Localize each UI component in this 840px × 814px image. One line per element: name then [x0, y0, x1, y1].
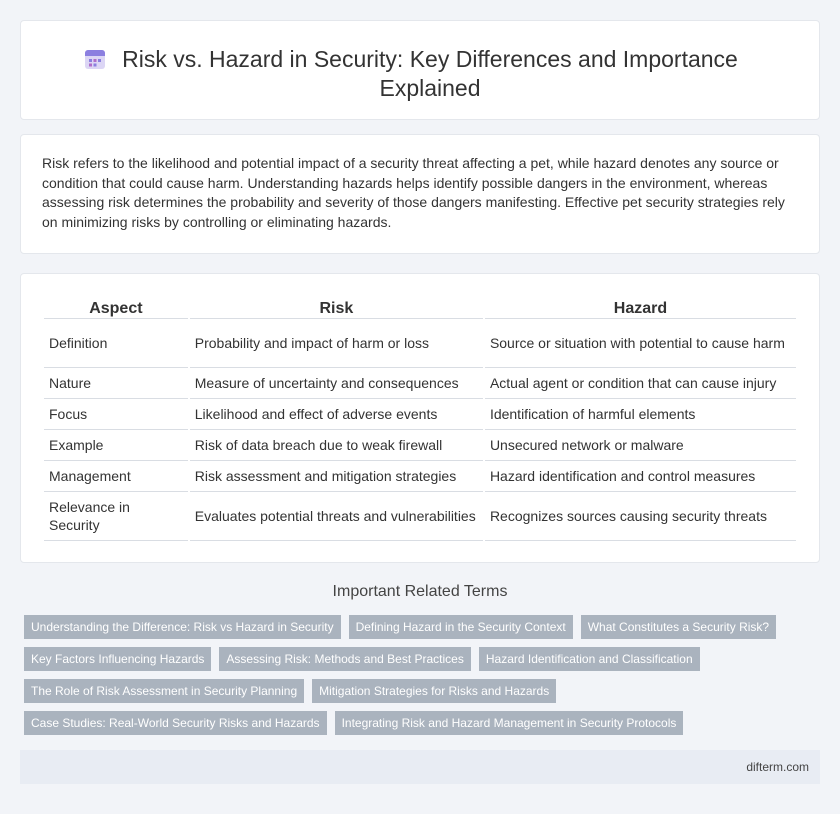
- cell-aspect: Focus: [44, 399, 188, 430]
- cell-risk: Measure of uncertainty and consequences: [190, 368, 483, 399]
- cell-aspect: Definition: [44, 319, 188, 368]
- cell-risk: Probability and impact of harm or loss: [190, 319, 483, 368]
- related-term-tag[interactable]: Assessing Risk: Methods and Best Practices: [219, 647, 470, 671]
- cell-hazard: Hazard identification and control measures: [485, 461, 796, 492]
- footer: [20, 750, 820, 784]
- table-row: [44, 399, 796, 430]
- related-term-tag[interactable]: Key Factors Influencing Hazards: [24, 647, 211, 671]
- table-row: [44, 430, 796, 461]
- related-term-tag[interactable]: The Role of Risk Assessment in Security Planning: [24, 679, 304, 703]
- related-term-tag[interactable]: Integrating Risk and Hazard Management in Security Protocols: [335, 711, 684, 735]
- cell-hazard: Source or situation with potential to cause harm: [485, 319, 796, 368]
- cell-hazard: Unsecured network or malware: [485, 430, 796, 461]
- related-terms-list: [24, 615, 804, 743]
- footer-site[interactable]: difterm.com: [746, 760, 809, 774]
- comparison-table: [42, 295, 798, 541]
- table-row: [44, 492, 796, 541]
- related-term-tag[interactable]: Hazard Identification and Classification: [479, 647, 700, 671]
- related-terms-title: Important Related Terms: [332, 583, 508, 600]
- cell-aspect: Relevance in Security: [44, 492, 188, 541]
- table-row: [44, 368, 796, 399]
- table-header-row: [44, 295, 796, 319]
- related-term-tag[interactable]: Case Studies: Real-World Security Risks and Hazards: [24, 711, 327, 735]
- cell-hazard: Identification of harmful elements: [485, 399, 796, 430]
- related-term-tag[interactable]: What Constitutes a Security Risk?: [581, 615, 776, 639]
- table-row: [44, 319, 796, 368]
- comparison-card: [20, 273, 820, 563]
- cell-risk: Risk assessment and mitigation strategies: [190, 461, 483, 492]
- header-aspect: Aspect: [44, 295, 188, 319]
- cell-aspect: Management: [44, 461, 188, 492]
- cell-hazard: Recognizes sources causing security threats: [485, 492, 796, 541]
- cell-risk: Risk of data breach due to weak firewall: [190, 430, 483, 461]
- table-row: [44, 461, 796, 492]
- title-card: [20, 20, 820, 120]
- header-hazard: Hazard: [485, 295, 796, 319]
- cell-risk: Likelihood and effect of adverse events: [190, 399, 483, 430]
- page-title: Risk vs. Hazard in Security: Key Differences and Importance Explained: [122, 46, 738, 101]
- cell-aspect: Nature: [44, 368, 188, 399]
- cell-hazard: Actual agent or condition that can cause injury: [485, 368, 796, 399]
- related-term-tag[interactable]: Mitigation Strategies for Risks and Hazards: [312, 679, 556, 703]
- header-risk: Risk: [190, 295, 483, 319]
- cell-risk: Evaluates potential threats and vulnerabilities: [190, 492, 483, 541]
- intro-card: [20, 134, 820, 254]
- related-term-tag[interactable]: Understanding the Difference: Risk vs Hazard in Security: [24, 615, 341, 639]
- intro-paragraph: Risk refers to the likelihood and potential impact of a security threat affecting a pet, while hazard denotes any source or condition that could cause harm. Understanding hazards helps identify possible dangers in the environment, whereas assessing risk determines the probability and severity of those dangers manifesting. Effective pet security strategies rely on minimizing risks by controlling or eliminating hazards.: [42, 155, 785, 230]
- related-term-tag[interactable]: Defining Hazard in the Security Context: [349, 615, 573, 639]
- cell-aspect: Example: [44, 430, 188, 461]
